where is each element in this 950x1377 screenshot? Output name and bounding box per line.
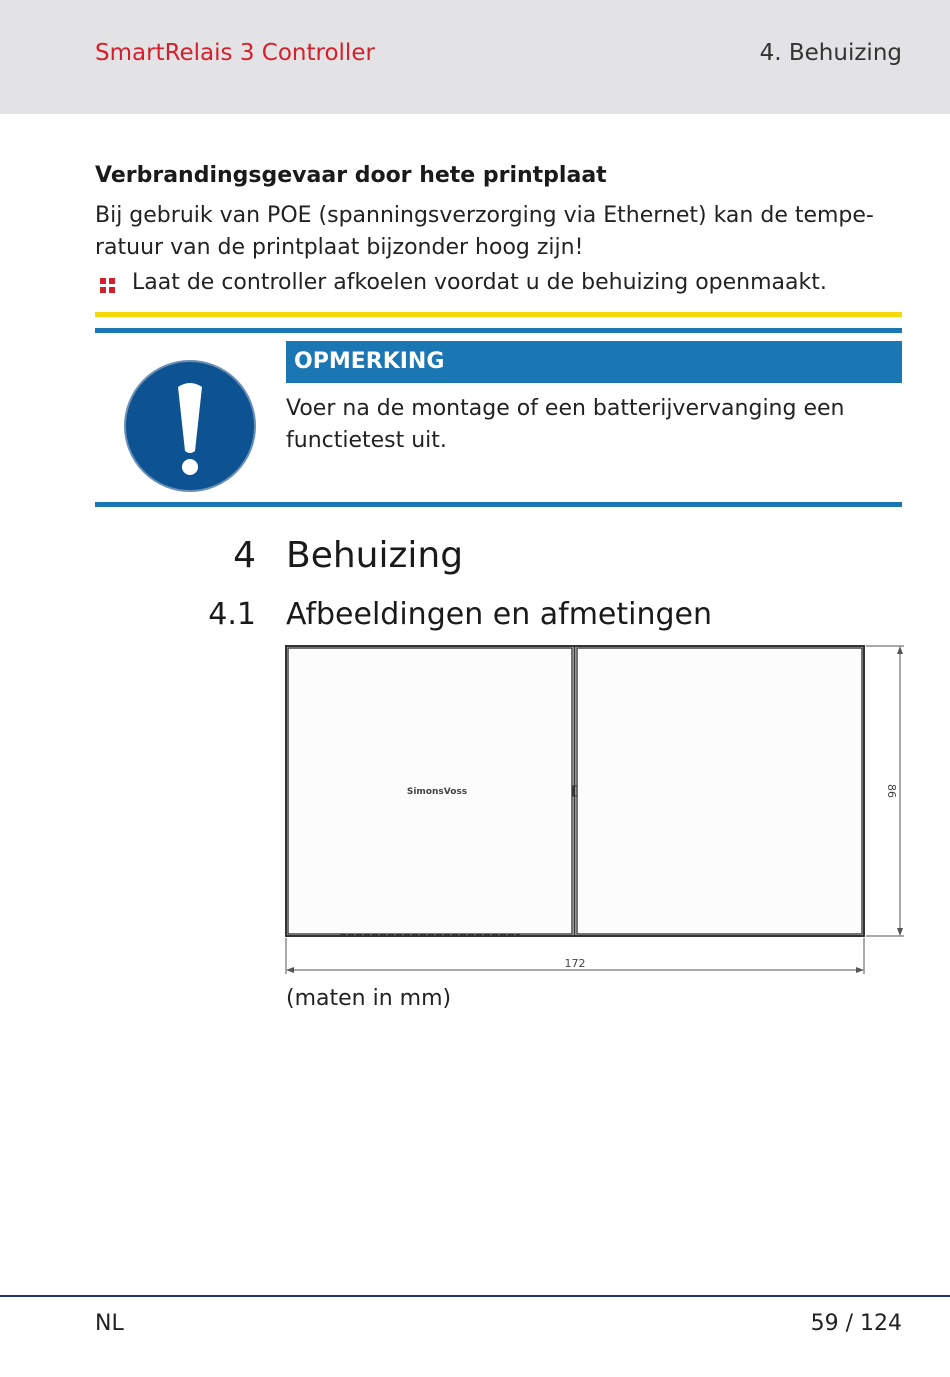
section-number: 4: [233, 535, 256, 576]
page-header: [0, 0, 950, 114]
height-label: 86: [885, 784, 898, 798]
product-title: SmartRelais 3 Controller: [95, 40, 375, 66]
chapter-title: 4. Behuizing: [759, 40, 902, 66]
four-squares-bullet-icon: [100, 278, 116, 294]
notice-text: Voer na de montage of een batterijvervanging een functietest uit.: [286, 396, 845, 453]
subsection-title: Afbeeldingen en afmetingen: [286, 597, 713, 632]
brand-logo: SimonsVoss: [406, 787, 468, 797]
warning-title: Verbrandingsgevaar door hete printplaat: [95, 163, 607, 188]
exclamation-circle-icon: [123, 359, 257, 493]
warning-divider: [95, 312, 902, 317]
section-title: Behuizing: [286, 535, 464, 576]
page-number: 59 / 124: [810, 1311, 902, 1336]
footer-language: NL: [95, 1311, 124, 1336]
drawing-caption: (maten in mm): [286, 986, 452, 1011]
notice-top-rule: [95, 328, 902, 333]
notice-bottom-rule: [95, 502, 902, 507]
instruction-text: Laat de controller afkoelen voordat u de behuizing openmaakt.: [132, 270, 827, 295]
housing-dimension-drawing: [280, 640, 910, 980]
footer-rule: [0, 1295, 950, 1297]
subsection-number: 4.1: [208, 597, 256, 632]
warning-text: Bij gebruik van POE (spanningsverzorging via Ethernet) kan de tempe-ratuur van de printplaat bijzonder hoog zijn!: [95, 203, 874, 260]
notice-label: OPMERKING: [286, 341, 902, 383]
width-label: 172: [564, 957, 586, 970]
